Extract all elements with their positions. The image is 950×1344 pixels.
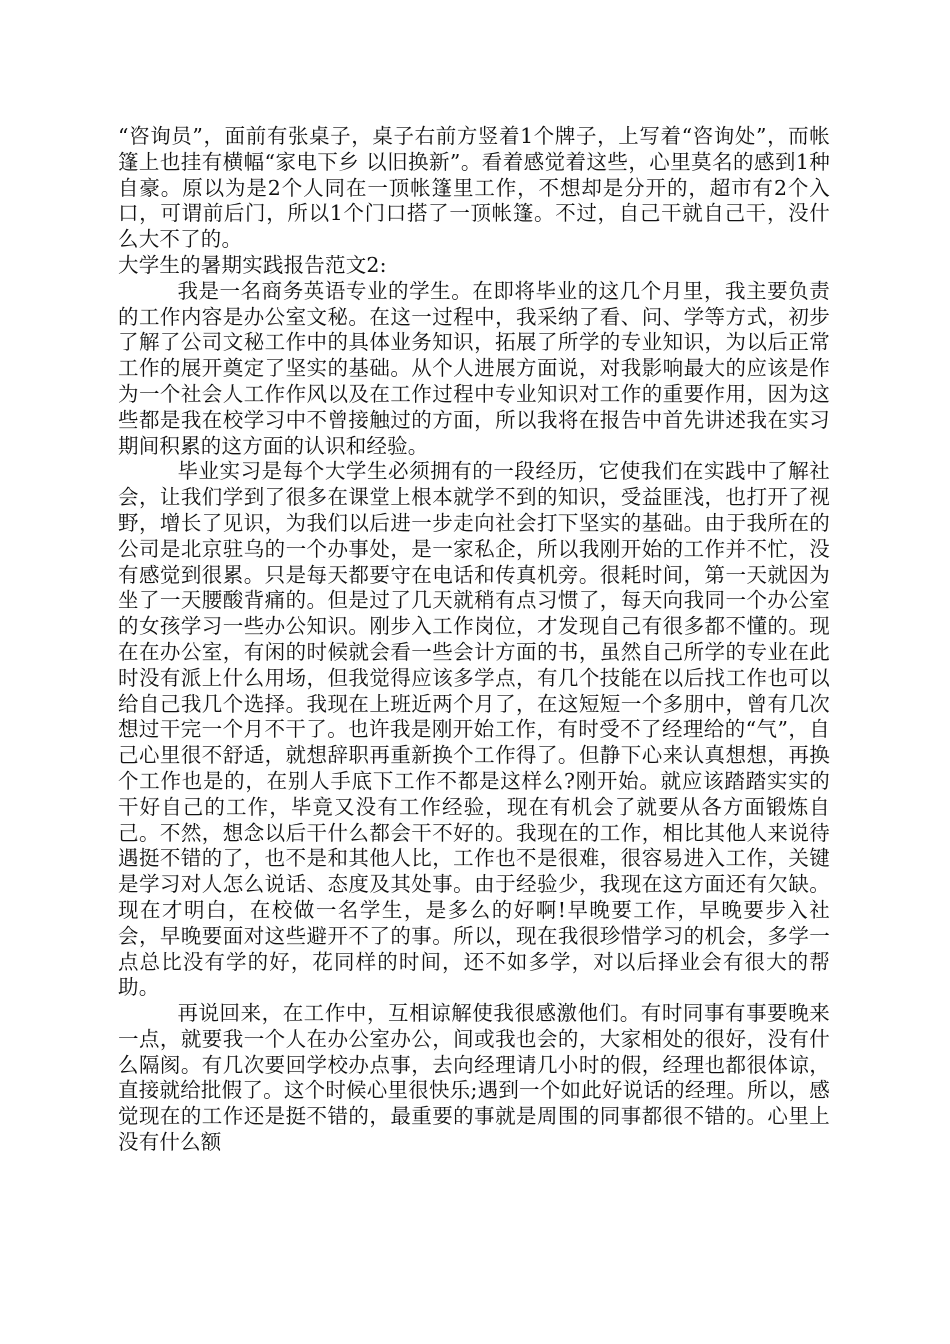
paragraph-internship-summary: 我是一名商务英语专业的学生。在即将毕业的这几个月里，我主要负责的工作内容是办公室文秘。在这一过程中，我采纳了看、问、学等方式，初步了解了公司文秘工作中的具体业务知识，拓展了所学的专业知识，为以后正常工作的展开奠定了坚实的基础。从个人进展方面说，对我影响最大的应该是作为一个社会人工作作风以及在工作过程中专业知识对工作的重要作用，因为这些都是我在校学习中不曾接触过的方面，所以我将在报告中首先讲述我在实习期间积累的这方面的认识和经验。 [118,278,830,458]
paragraph-internship-experience: 毕业实习是每个大学生必须拥有的一段经历，它使我们在实践中了解社会，让我们学到了很多在课堂上根本就学不到的知识，受益匪浅，也打开了视野，增长了见识，为我们以后进一步走向社会打下坚实的基础。由于我所在的公司是北京驻乌的一个办事处，是一家私企，所以我刚开始的工作并不忙，没有感觉到很累。只是每天都要守在电话和传真机旁。很耗时间，第一天就因为坐了一天腰酸背痛的。但是过了几天就稍有点习惯了，每天向我同一个办公室的女孩学习一些办公知识。刚步入工作岗位，才发现自己有很多都不懂的。现在在办公室，有闲的时候就会看一些会计方面的书，虽然自己所学的专业在此时没有派上什么用场，但我觉得应该多学点，有几个技能在以后找工作也可以给自己我几个选择。我现在上班近两个月了，在这短短一个多朋中，曾有几次想过干完一个月不干了。也许我是刚开始工作，有时受不了经理给的“气”，自己心里很不舒适，就想辞职再重新换个工作得了。但静下心来认真想想，再换个工作也是的，在别人手底下工作不都是这样么?刚开始。就应该踏踏实实的干好自己的工作，毕竟又没有工作经验，现在有机会了就要从各方面锻炼自己。不然，想念以后干什么都会干不好的。我现在的工作，相比其他人来说待遇挺不错的了，也不是和其他人比，工作也不是很难，很容易进入工作，关键是学习对人怎么说话、态度及其处事。由于经验少，我现在这方面还有欠缺。现在才明白，在校做一名学生，是多么的好啊!早晚要工作，早晚要步入社会，早晚要面对这些避开不了的事。所以，现在我很珍惜学习的机会，多学一点总比没有学的好，花同样的时间，还不如多学，对以后择业会有很大的帮助。 [118,459,830,1000]
paragraph-colleagues: 再说回来，在工作中，互相谅解使我很感激他们。有时同事有事要晚来一点，就要我一个人在办公室办公，间或我也会的，大家相处的很好，没有什么隔阂。有几次要回学校办点事，去向经理请几小时的假，经理也都很体谅，直接就给批假了。这个时候心里很快乐;遇到一个如此好说话的经理。所以，感觉现在的工作还是挺不错的，最重要的事就是周围的同事都很不错的。心里上没有什么额 [118,1001,830,1155]
document-body [118,124,830,1156]
section-heading: 大学生的暑期实践报告范文2: [118,252,387,277]
paragraph-intro-continuation: “咨询员”，面前有张桌子，桌子右前方竖着1个牌子，上写着“咨询处”，而帐篷上也挂有横幅“家电下乡 以旧换新”。看着感觉着这些，心里莫名的感到1种自豪。原以为是2个人同在一顶帐篷里工作，不想却是分开的，超市有2个入口，可谓前后门，所以1个门口搭了一顶帐篷。不过，自己干就自己干，没什么大不了的。 [118,124,830,252]
